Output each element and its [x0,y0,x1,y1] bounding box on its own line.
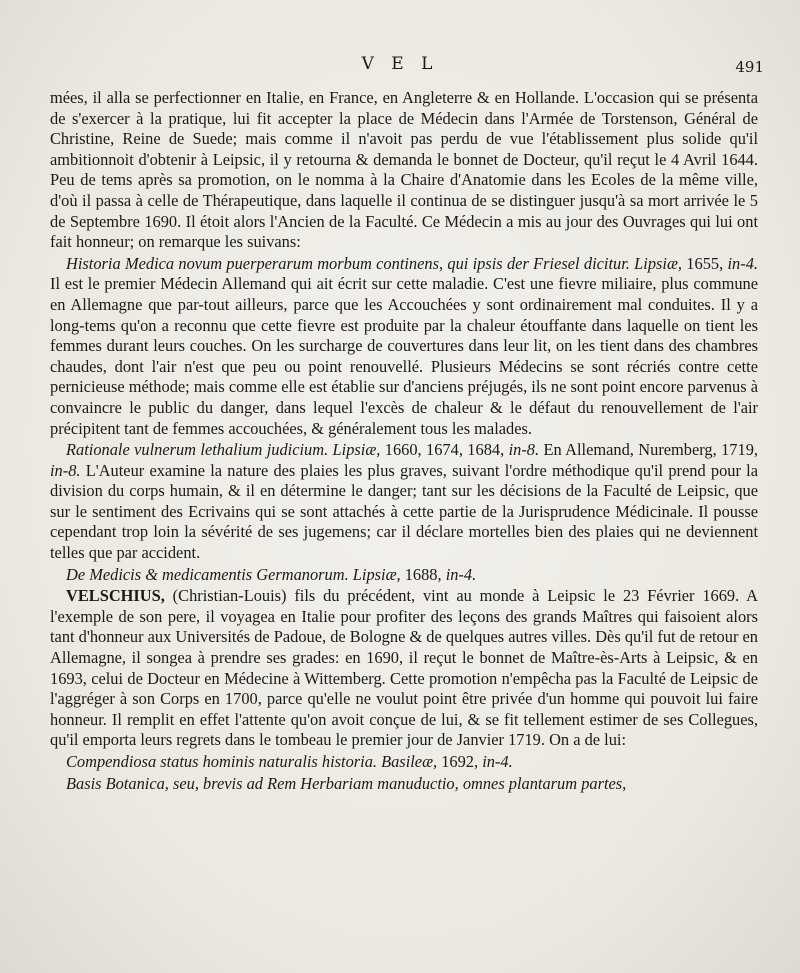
paragraph-text: 1660, 1674, 1684, [380,440,509,460]
work-title: in-8. [50,460,81,480]
work-title: in-8. [508,440,540,460]
body-text [50,88,758,794]
paragraph [50,586,758,751]
work-title: De Medicis & medicamentis Germanorum. Lipsiæ, [66,564,401,584]
work-title: in-4. [727,253,759,273]
entry-heading: VELSCHIUS, [66,586,165,606]
paragraph [50,565,758,586]
work-title: Rationale vulnerum lethalium judicium. Lipsiæ, [66,440,381,460]
work-title: in-4. [445,564,477,584]
paragraph-text: 1688, [400,564,446,584]
paragraph-text: En Allemand, Nuremberg, 1719, [539,440,758,460]
paragraph-text: 1655, [682,253,728,273]
paragraph-text: L'Auteur examine la nature des plaies les plus graves, suivant l'ordre méthodique qu'il prend pour la division du corps humain, & il en détermine le danger; tant sur les décisions de la Faculté de Leipsic, que sur le sentiment des Ecrivains qui se sont attachés à cette partie de la Jurisprudence Médicinale. Il pousse cependant trop loin la sévérité de ses jugemens; car il déclare mortelles bien des plaies qui ne deviennent telles que par accident. [50,460,758,563]
work-title: Basis Botanica, seu, brevis ad Rem Herbariam manuductio, omnes plantarum partes, [66,773,627,793]
paragraph [50,440,758,564]
paragraph [50,774,758,795]
paragraph-text: Il est le premier Médecin Allemand qui ait écrit sur cette maladie. C'est une fievre miliaire, plus commune en Allemagne que par-tout ailleurs, parce que les Accouchées y sont ordinairement mal conduites. Il y a long-tems qu'on a reconnu que cette fievre est produite par la chaleur étouffante dans laquelle on tient les femmes durant leurs couches. On les surcharge de couvertures dans leur lit, on les tient dans des chambres chaudes, dont l'air n'est que peu ou point renouvellé. Plusieurs Médecins se sont récriés contre cette pernicieuse méthode; mais comme elle est établie sur d'anciens préjugés, ils ne sont point encore parvenus à convaincre le public du danger, dans lequel l'excès de chaleur & le défaut du renouvellement de l'air précipitent tant de femmes accouchées, & généralement tous les malades. [50,274,758,438]
paragraph-text: mées, il alla se perfectionner en Italie, en France, en Angleterre & en Hollande. L'occasion qui se présenta de s'exercer à la pratique, lui fit accepter la place de Médecin dans l'Armée de Torstenson, Général de Christine, Reine de Suede; mais comme il n'avoit pas perdu de vue l'établissement plus solide qu'il ambitionnoit d'obtenir à Leipsic, il y retourna & demanda le bonnet de Docteur, qu'il reçut le 4 Avril 1644. Peu de tems après sa promotion, on le nomma à la Chaire d'Anatomie dans les Ecoles de la même ville, d'où il passa à celle de Thérapeutique, dans laquelle il continua de se distinguer jusqu'à sa mort arrivée le 5 de Septembre 1690. Il étoit alors l'Ancien de la Faculté. Ce Médecin a mis au jour des Ouvrages qui lui ont fait honneur; on remarque les suivans: [50,88,758,252]
paragraph-text: 1692, [437,752,483,771]
running-head: V E L [361,54,439,74]
paragraph [50,88,758,253]
paragraph [50,752,758,773]
work-title: in-4. [482,752,513,771]
paragraph [50,254,758,439]
work-title: Historia Medica novum puerperarum morbum continens, qui ipsis der Friesel dicitur. Lipsiæ, [66,253,682,273]
work-title: Compendiosa status hominis naturalis historia. Basileæ, [66,752,438,771]
paragraph-text: (Christian-Louis) fils du précédent, vint au monde à Leipsic le 23 Février 1669. A l'exemple de son pere, il voyagea en Italie pour profiter des leçons des grands Maîtres qui faisoient alors tant d'honneur aux Universités de Padoue, de Bologne & de quelques autres villes. Dès qu'il fut de retour en Allemagne, il songea à prendre ses grades: en 1690, il reçut le bonnet de Maître-ès-Arts à Leipsic, & en 1693, celui de Docteur en Médecine à Wittemberg. Cette promotion n'empêcha pas la Faculté de Leipsic de l'aggréger à son Corps en 1700, parce qu'elle ne voulut point être privée d'un homme qui pouvoit lui faire honneur. Il remplit en effet l'attente qu'on avoit conçue de lui, & se fit tellement estimer de ses Collegues, qu'il emporta leurs regrets dans le tombeau le premier jour de Janvier 1719. On a de lui: [50,586,758,750]
page-number: 491 [735,58,764,76]
